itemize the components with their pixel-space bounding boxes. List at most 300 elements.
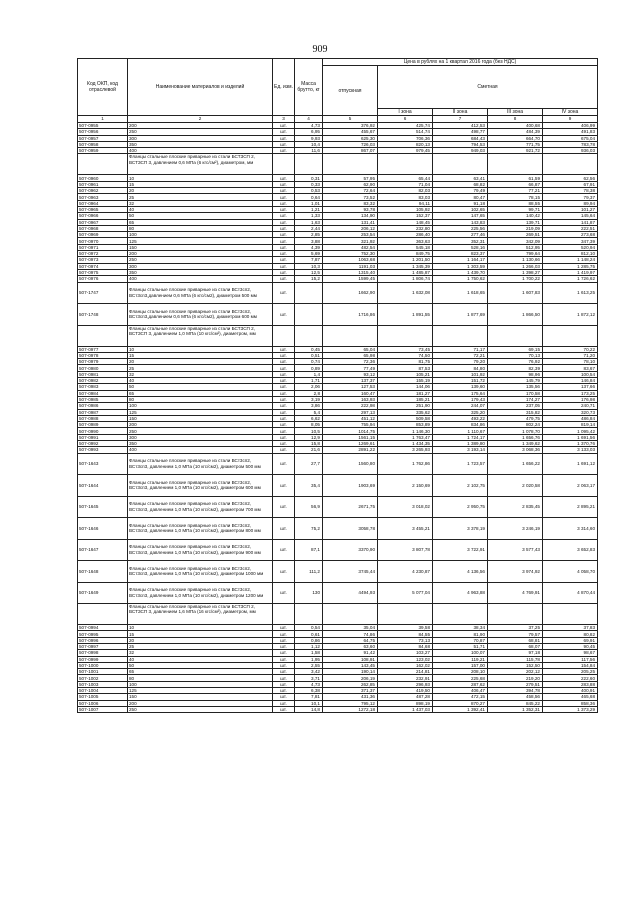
table-row <box>78 518 598 540</box>
item-price: 771,75 <box>488 141 543 147</box>
item-price: 205,25 <box>543 669 598 675</box>
item-price: 83,32 <box>323 200 378 206</box>
item-price: 163,93 <box>323 396 378 402</box>
item-unit: шт. <box>273 371 295 377</box>
item-price: 69,15 <box>488 346 543 352</box>
item-price: 87,53 <box>378 365 433 371</box>
item-price: 170,58 <box>488 390 543 396</box>
item-price: 4 963,88 <box>433 582 488 604</box>
item-unit: шт. <box>273 539 295 561</box>
item-price: 3 314,60 <box>543 518 598 540</box>
item-mass: 10,3 <box>295 263 323 269</box>
item-price: 4494,93 <box>323 582 378 604</box>
item-name: 65 <box>128 669 273 675</box>
item-name: 100 <box>128 232 273 238</box>
item-price: 105,92 <box>378 206 433 212</box>
column-number: 1 <box>78 116 128 123</box>
item-code: 507-0972 <box>78 251 128 257</box>
item-price: 799,64 <box>488 251 543 257</box>
item-code: 507-0992 <box>78 440 128 446</box>
item-price: 3 974,92 <box>488 561 543 583</box>
item-price: 1 419,97 <box>543 269 598 275</box>
item-price: 1 110,67 <box>433 428 488 434</box>
item-unit: шт. <box>273 129 295 135</box>
item-price: 1 607,83 <box>488 282 543 304</box>
item-mass: 15,2 <box>295 276 323 282</box>
item-name: 300 <box>128 263 273 269</box>
item-price: 849,75 <box>378 251 433 257</box>
item-unit: шт. <box>273 650 295 656</box>
item-mass: 15,8 <box>295 440 323 446</box>
item-price: 83,03 <box>378 194 433 200</box>
item-price: 179,43 <box>433 396 488 402</box>
item-price: 237,05 <box>488 403 543 409</box>
item-code: 507-1002 <box>78 675 128 681</box>
item-price: 206,19 <box>323 675 378 681</box>
item-price: 4 769,91 <box>488 582 543 604</box>
item-name: 350 <box>128 141 273 147</box>
item-price: 2 102,75 <box>433 475 488 497</box>
item-price: 74,86 <box>323 631 378 637</box>
item-price: 108,91 <box>323 656 378 662</box>
item-price: 1662,90 <box>323 282 378 304</box>
item-name: 50 <box>128 384 273 390</box>
group-empty-cell <box>488 325 543 346</box>
item-price: 131,41 <box>323 219 378 225</box>
item-mass: 1,63 <box>295 219 323 225</box>
column-number: 8 <box>488 116 543 123</box>
item-price: 202,12 <box>488 669 543 675</box>
item-unit: шт. <box>273 188 295 194</box>
item-mass: 0,33 <box>295 181 323 187</box>
item-price: 103,27 <box>378 650 433 656</box>
group-empty-cell <box>323 604 378 625</box>
item-name: 32 <box>128 200 273 206</box>
item-price: 94,11 <box>378 200 433 206</box>
item-code: 507-0980 <box>78 365 128 371</box>
item-price: 39,58 <box>378 625 433 631</box>
item-price: 190,14 <box>323 669 378 675</box>
item-mass: 7,81 <box>295 694 323 700</box>
item-mass: 6,95 <box>295 129 323 135</box>
item-price: 67,91 <box>543 181 598 187</box>
item-unit: шт. <box>273 141 295 147</box>
item-price: 394,78 <box>488 688 543 694</box>
item-mass: 0,45 <box>295 346 323 352</box>
item-name: 40 <box>128 656 273 662</box>
item-price: 528,16 <box>433 244 488 250</box>
item-code: 507-0970 <box>78 238 128 244</box>
item-price: 61,59 <box>488 175 543 181</box>
item-price: 1 763,47 <box>378 434 433 440</box>
item-unit: шт. <box>273 232 295 238</box>
item-price: 1 164,17 <box>433 257 488 263</box>
item-code: 507-1747 <box>78 282 128 304</box>
group-empty-cell <box>295 325 323 346</box>
item-unit: шт. <box>273 359 295 365</box>
item-price: 65,44 <box>378 175 433 181</box>
item-price: 173,25 <box>543 390 598 396</box>
item-code: 507-0990 <box>78 428 128 434</box>
item-price: 219,09 <box>488 225 543 231</box>
item-price: 287,62 <box>433 681 488 687</box>
group-empty-cell <box>378 325 433 346</box>
item-unit: шт. <box>273 238 295 244</box>
item-price: 93,78 <box>323 206 378 212</box>
item-price: 752,30 <box>323 251 378 257</box>
item-price: 1 352,31 <box>488 706 543 712</box>
item-name: 250 <box>128 706 273 712</box>
item-name: 200 <box>128 251 273 257</box>
item-unit: шт. <box>273 378 295 384</box>
item-price: 1 303,59 <box>433 263 488 269</box>
item-name: 15 <box>128 181 273 187</box>
item-price: 3 807,78 <box>378 539 433 561</box>
item-name: 125 <box>128 238 273 244</box>
item-mass: 1,01 <box>295 200 323 206</box>
item-name: 10 <box>128 625 273 631</box>
item-price: 174,27 <box>488 396 543 402</box>
item-name: 80 <box>128 225 273 231</box>
item-price: 79,49 <box>433 188 488 194</box>
item-mass: 130 <box>295 582 323 604</box>
item-code: 507-0956 <box>78 129 128 135</box>
item-name: 50 <box>128 662 273 668</box>
item-price: 297,13 <box>323 409 378 415</box>
item-code: 507-0993 <box>78 447 128 453</box>
table-row <box>78 453 598 475</box>
item-price: 3 455,21 <box>378 518 433 540</box>
item-price: 81,75 <box>378 359 433 365</box>
item-price: 79,37 <box>543 194 598 200</box>
item-price: 482,54 <box>323 244 378 250</box>
item-mass: 0,86 <box>295 637 323 643</box>
item-price: 89,94 <box>543 200 598 206</box>
item-name: Фланцы стальные плоские приварные из стали ВСт3сп2, ВСт3сп3, давлением 1,0 МПа (10 кгс/см2), диаметром 700 мм <box>128 496 273 518</box>
group-empty-cell <box>543 325 598 346</box>
item-price: 1 285,75 <box>543 263 598 269</box>
group-header-row <box>78 325 598 346</box>
item-price: 1903,69 <box>323 475 378 497</box>
item-code: 507-1748 <box>78 304 128 326</box>
item-price: 2671,75 <box>323 496 378 518</box>
item-price: 251,90 <box>378 403 433 409</box>
item-price: 2 150,69 <box>378 475 433 497</box>
item-name: 250 <box>128 428 273 434</box>
item-price: 102,65 <box>433 206 488 212</box>
item-price: 455,67 <box>323 129 378 135</box>
item-price: 1 656,76 <box>488 434 543 440</box>
item-price: 73,45 <box>378 346 433 352</box>
item-name: 10 <box>128 175 273 181</box>
item-unit: шт. <box>273 440 295 446</box>
item-code: 507-1007 <box>78 706 128 712</box>
item-price: 820,13 <box>378 141 433 147</box>
item-price: 2 895,21 <box>543 496 598 518</box>
item-price: 3 193,14 <box>433 447 488 453</box>
item-price: 4 870,44 <box>543 582 598 604</box>
item-mass: 0,61 <box>295 631 323 637</box>
item-price: 145,79 <box>488 378 543 384</box>
item-mass: 2,06 <box>295 384 323 390</box>
column-number: 3 <box>273 116 295 123</box>
item-name: 40 <box>128 378 273 384</box>
item-unit: шт. <box>273 662 295 668</box>
header-zone-1: I зона <box>378 109 433 116</box>
item-price: 79,20 <box>433 359 488 365</box>
item-price: 400,91 <box>543 688 598 694</box>
item-code: 507-0976 <box>78 276 128 282</box>
item-code: 507-0983 <box>78 384 128 390</box>
item-unit: шт. <box>273 181 295 187</box>
item-mass: 4,39 <box>295 244 323 250</box>
page-number: 909 <box>312 44 328 55</box>
item-price: 225,56 <box>433 225 488 231</box>
item-name: 200 <box>128 700 273 706</box>
item-price: 1 691,12 <box>543 453 598 475</box>
item-unit: шт. <box>273 706 295 712</box>
item-mass: 111,2 <box>295 561 323 583</box>
item-name: 125 <box>128 688 273 694</box>
header-name: Наименование материалов и изделий <box>128 59 273 116</box>
item-price: 376,92 <box>323 123 378 129</box>
item-price: 706,36 <box>378 135 433 141</box>
item-name: 80 <box>128 675 273 681</box>
item-price: 253,54 <box>323 232 378 238</box>
item-price: 222,98 <box>323 403 378 409</box>
item-price: 315,82 <box>488 409 543 415</box>
item-price: 486,84 <box>543 415 598 421</box>
item-price: 412,53 <box>433 123 488 129</box>
item-price: 73,52 <box>323 194 378 200</box>
item-mass: 35,4 <box>295 475 323 497</box>
item-price: 232,80 <box>378 225 433 231</box>
item-price: 371,37 <box>323 688 378 694</box>
item-price: 240,71 <box>543 403 598 409</box>
item-price: 269,51 <box>488 232 543 238</box>
item-price: 72,64 <box>323 188 378 194</box>
item-price: 1 656,22 <box>488 453 543 475</box>
item-mass: 27,7 <box>295 453 323 475</box>
item-price: 921,72 <box>488 148 543 154</box>
item-unit: шт. <box>273 434 295 440</box>
item-price: 1 130,66 <box>488 257 543 263</box>
item-price: 1272,18 <box>323 706 378 712</box>
item-name: 25 <box>128 365 273 371</box>
group-empty-cell <box>378 604 433 625</box>
header-zone-4: IV зона <box>543 109 598 116</box>
item-code: 507-0958 <box>78 141 128 147</box>
item-price: 545,18 <box>378 244 433 250</box>
item-price: 1 389,80 <box>433 440 488 446</box>
item-code: 507-0969 <box>78 232 128 238</box>
item-mass: 56,9 <box>295 496 323 518</box>
item-mass: 10,4 <box>295 141 323 147</box>
item-price: 83,67 <box>543 365 598 371</box>
item-price: 1 398,27 <box>488 269 543 275</box>
item-code: 507-1648 <box>78 561 128 583</box>
item-code: 507-0997 <box>78 643 128 649</box>
item-unit: шт. <box>273 123 295 129</box>
item-price: 65,04 <box>323 346 378 352</box>
item-code: 507-0962 <box>78 188 128 194</box>
item-price: 802,24 <box>488 422 543 428</box>
item-price: 70,13 <box>488 352 543 358</box>
item-price: 68,82 <box>433 181 488 187</box>
item-unit: шт. <box>273 365 295 371</box>
item-unit: шт. <box>273 219 295 225</box>
item-price: 493,22 <box>433 415 488 421</box>
item-price: 1 806,74 <box>378 276 433 282</box>
item-price: 286,40 <box>378 232 433 238</box>
item-mass: 12,9 <box>295 434 323 440</box>
item-price: 90,45 <box>543 643 598 649</box>
item-price: 62,90 <box>323 181 378 187</box>
item-price: 347,39 <box>543 238 598 244</box>
item-code: 507-1645 <box>78 496 128 518</box>
item-mass <box>295 304 323 326</box>
item-name: 20 <box>128 188 273 194</box>
item-mass: 4,73 <box>295 123 323 129</box>
item-price: 143,45 <box>323 662 378 668</box>
item-price: 244,07 <box>433 403 488 409</box>
item-price: 62,56 <box>543 175 598 181</box>
item-price: 1 078,70 <box>488 428 543 434</box>
item-price: 498,77 <box>433 129 488 135</box>
item-price: 431,36 <box>323 694 378 700</box>
item-mass: 1,71 <box>295 378 323 384</box>
item-price: 137,37 <box>323 378 378 384</box>
item-price: 321,92 <box>323 238 378 244</box>
item-mass: 75,2 <box>295 518 323 540</box>
item-name: 300 <box>128 434 273 440</box>
item-code: 507-0959 <box>78 148 128 154</box>
item-price: 1 700,22 <box>488 276 543 282</box>
item-price: 144,06 <box>378 384 433 390</box>
item-price: 145,64 <box>543 213 598 219</box>
item-price: 479,75 <box>488 415 543 421</box>
item-price: 64,75 <box>323 637 378 643</box>
item-price: 72,36 <box>323 359 378 365</box>
item-code: 507-1006 <box>78 700 128 706</box>
item-mass: 0,53 <box>295 188 323 194</box>
item-mass: 1,33 <box>295 213 323 219</box>
item-mass: 11,6 <box>295 148 323 154</box>
header-unit: Ед. изм. <box>273 59 295 116</box>
item-price: 1 762,86 <box>378 453 433 475</box>
item-unit: шт. <box>273 251 295 257</box>
item-price: 783,78 <box>543 141 598 147</box>
item-price: 214,81 <box>378 669 433 675</box>
item-price: 77,49 <box>323 365 378 371</box>
item-name: 250 <box>128 129 273 135</box>
item-code: 507-0977 <box>78 346 128 352</box>
item-price: 81,90 <box>433 631 488 637</box>
item-unit: шт. <box>273 415 295 421</box>
item-price: 675,04 <box>543 135 598 141</box>
group-title: Фланцы стальные плоские приварные из стали БСТЗСП 2, ВСТЗСП 3, давлением 1,0 МПа (10 кгс/см²), диаметром, мм <box>128 325 273 346</box>
column-number: 7 <box>433 116 488 123</box>
item-price: 97,18 <box>488 650 543 656</box>
item-unit: шт. <box>273 352 295 358</box>
item-price: 115,78 <box>488 656 543 662</box>
item-price: 1191,03 <box>323 263 378 269</box>
item-unit: шт. <box>273 403 295 409</box>
item-name: 50 <box>128 213 273 219</box>
group-empty-cell <box>295 604 323 625</box>
item-code: 507-1644 <box>78 475 128 497</box>
item-name: 25 <box>128 194 273 200</box>
item-unit: шт. <box>273 475 295 497</box>
item-price: 185,21 <box>378 396 433 402</box>
item-code: 507-0975 <box>78 269 128 275</box>
group-empty-cell <box>488 154 543 175</box>
column-number: 6 <box>378 116 433 123</box>
group-empty-cell <box>378 154 433 175</box>
item-price: 1 485,87 <box>378 269 433 275</box>
item-code: 507-0999 <box>78 656 128 662</box>
item-mass: 1,4 <box>295 371 323 377</box>
item-price: 484,39 <box>488 129 543 135</box>
item-price: 127,53 <box>323 384 378 390</box>
item-price: 3058,78 <box>323 518 378 540</box>
item-price: 1 345,39 <box>378 263 433 269</box>
item-mass: 3,42 <box>295 669 323 675</box>
item-price: 1 392,41 <box>433 706 488 712</box>
item-code: 507-0981 <box>78 371 128 377</box>
item-price: 363,63 <box>378 238 433 244</box>
item-name: 65 <box>128 219 273 225</box>
item-price: 1 866,50 <box>488 304 543 326</box>
item-mass: 5,4 <box>295 409 323 415</box>
item-code: 507-0998 <box>78 650 128 656</box>
item-price: 2 950,75 <box>433 496 488 518</box>
item-code: 507-0984 <box>78 390 128 396</box>
item-price: 1 095,42 <box>543 428 598 434</box>
item-price: 1 726,62 <box>543 276 598 282</box>
group-empty-cell <box>433 154 488 175</box>
item-name: 250 <box>128 257 273 263</box>
item-mass: 3,86 <box>295 403 323 409</box>
item-price: 5 077,04 <box>378 582 433 604</box>
header-mass: Масса брутто, кг <box>295 59 323 116</box>
item-price: 76,92 <box>488 359 543 365</box>
table-body <box>78 123 598 713</box>
group-header-row <box>78 154 598 175</box>
item-price: 160,47 <box>323 390 378 396</box>
item-price: 520,94 <box>543 244 598 250</box>
item-price: 1 148,24 <box>543 257 598 263</box>
item-price: 135,56 <box>488 384 543 390</box>
item-code: 507-1004 <box>78 688 128 694</box>
item-price: 419,50 <box>378 688 433 694</box>
item-unit: шт. <box>273 518 295 540</box>
item-price: 812,10 <box>543 251 598 257</box>
item-price: 206,12 <box>323 225 378 231</box>
item-mass: 87,1 <box>295 539 323 561</box>
item-unit: шт. <box>273 453 295 475</box>
item-price: 78,10 <box>543 359 598 365</box>
item-price: 625,30 <box>323 135 378 141</box>
group-empty-cell <box>543 604 598 625</box>
item-price: 219,20 <box>488 675 543 681</box>
item-price: 870,27 <box>433 700 488 706</box>
item-price: 139,60 <box>433 384 488 390</box>
item-price: 1560,80 <box>323 453 378 475</box>
item-price: 867,07 <box>323 148 378 154</box>
group-title: Фланцы стальные плоские приварные из стали БСТЗСП 2, ВСТЗСП 3, давлением 0,6 МПа (6 кгс/см²), диаметром, мм <box>128 154 273 175</box>
item-code: 507-1647 <box>78 539 128 561</box>
